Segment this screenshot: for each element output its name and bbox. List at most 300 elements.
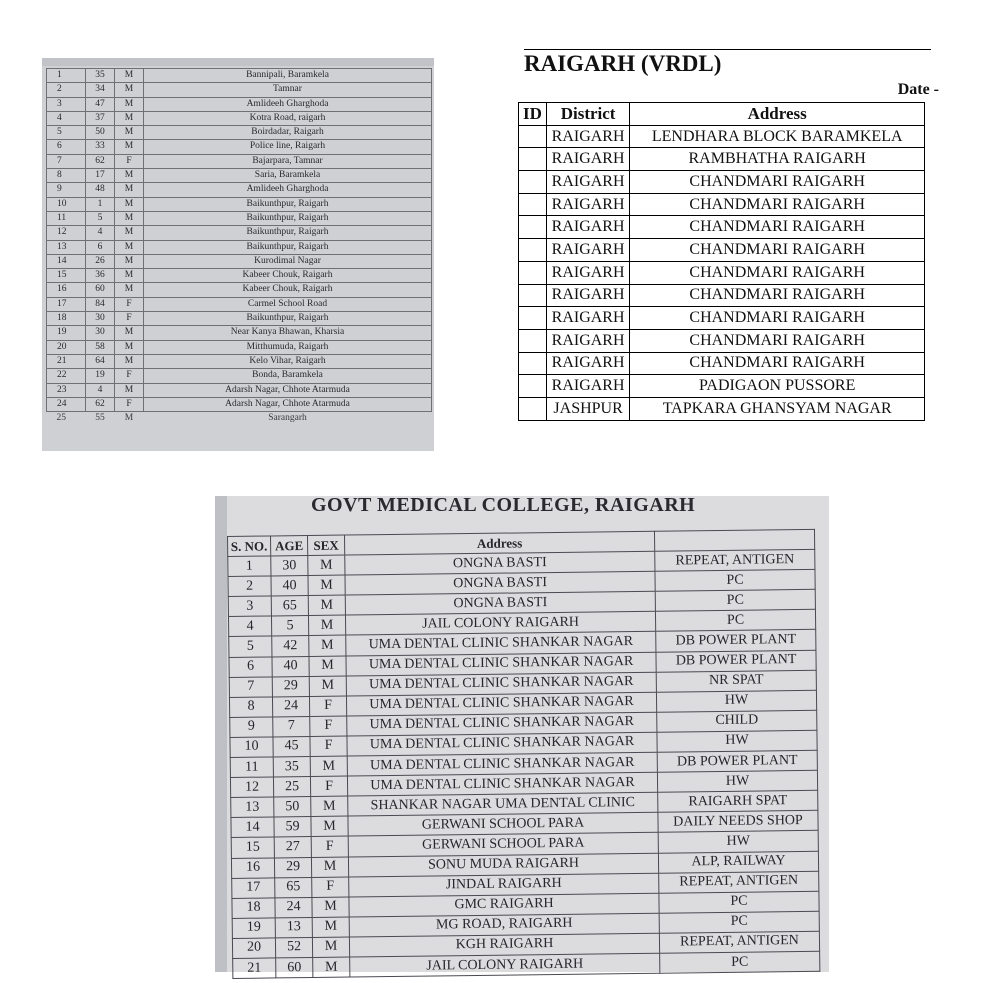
cell-address: Baikunthpur, Raigarh xyxy=(144,211,432,225)
cell-age: 58 xyxy=(86,340,115,354)
cell-address: JINDAL RAIGARH xyxy=(349,873,659,897)
cell-id xyxy=(519,261,547,284)
cell-remark: REPEAT, ANTIGEN xyxy=(655,549,815,571)
cell-sex: M xyxy=(115,97,144,111)
table-row xyxy=(47,69,432,83)
cell-district: RAIGARH xyxy=(546,375,630,398)
cell-age: 34 xyxy=(86,83,115,97)
table-row xyxy=(47,383,432,397)
cell-address: Sarangarh xyxy=(268,413,307,424)
table-row xyxy=(47,312,432,326)
table-row xyxy=(47,83,432,97)
cell-id xyxy=(519,216,547,239)
cell-sno: 7 xyxy=(47,154,86,168)
cell-sno: 19 xyxy=(232,918,275,939)
cell-sex: M xyxy=(115,254,144,268)
table-row xyxy=(519,375,925,398)
gmc-table xyxy=(227,529,820,979)
cell-age: 4 xyxy=(86,226,115,240)
cell-sno: 12 xyxy=(47,226,86,240)
cell-sno: 8 xyxy=(229,697,272,718)
table-row xyxy=(47,111,432,125)
cell-age: 50 xyxy=(86,126,115,140)
vrdl-table xyxy=(518,102,925,421)
cell-address: CHANDMARI RAIGARH xyxy=(630,307,925,330)
vrdl-date-label: Date - xyxy=(897,81,939,98)
header-address: Address xyxy=(630,103,925,126)
cell-address: Baikunthpur, Raigarh xyxy=(144,312,432,326)
table-row xyxy=(47,326,432,340)
cell-sno: 22 xyxy=(47,369,86,383)
cell-age: 52 xyxy=(275,937,312,958)
cell-address: KGH RAIGARH xyxy=(349,933,659,957)
cell-address: Near Kanya Bhawan, Kharsia xyxy=(144,326,432,340)
cell-sex: M xyxy=(308,575,345,596)
cell-sex: M xyxy=(115,354,144,368)
divider xyxy=(524,49,931,50)
cell-age: 26 xyxy=(86,254,115,268)
cell-address: UMA DENTAL CLINIC SHANKAR NAGAR xyxy=(346,632,656,656)
header-address: Address xyxy=(344,531,654,555)
cell-sno: 8 xyxy=(47,169,86,183)
cell-sex: M xyxy=(312,937,349,958)
cell-remark: HW xyxy=(657,730,817,752)
cell-remark: PC xyxy=(655,610,815,632)
cell-sno: 24 xyxy=(47,397,86,411)
patient-list-photo-left xyxy=(42,58,434,451)
cell-address: UMA DENTAL CLINIC SHANKAR NAGAR xyxy=(347,732,657,756)
cell-district: RAIGARH xyxy=(546,125,630,148)
cell-address: CHANDMARI RAIGARH xyxy=(630,216,925,239)
cell-address: CHANDMARI RAIGARH xyxy=(630,239,925,262)
cell-age: 60 xyxy=(86,283,115,297)
cell-address: JAIL COLONY RAIGARH xyxy=(350,953,660,977)
cell-age: 60 xyxy=(276,957,313,978)
cell-age: 30 xyxy=(271,556,308,577)
cell-sex: M xyxy=(312,917,349,938)
cell-sex: F xyxy=(309,696,346,717)
cell-sno: 16 xyxy=(47,283,86,297)
cell-address: UMA DENTAL CLINIC SHANKAR NAGAR xyxy=(347,772,657,796)
cell-age: 5 xyxy=(271,616,308,637)
cell-age: 33 xyxy=(86,140,115,154)
cell-age: 25 xyxy=(273,777,310,798)
cell-sno: 17 xyxy=(232,878,275,899)
cell-sex: M xyxy=(311,796,348,817)
cell-address: Bajarpara, Tamnar xyxy=(144,154,432,168)
cell-address: Adarsh Nagar, Chhote Atarmuda xyxy=(144,383,432,397)
cell-sno: 1 xyxy=(228,556,271,577)
cell-sno: 19 xyxy=(47,326,86,340)
cell-id xyxy=(519,307,547,330)
cell-district: RAIGARH xyxy=(546,329,630,352)
table-row xyxy=(519,352,925,375)
cell-sno: 20 xyxy=(232,938,275,959)
cell-address: UMA DENTAL CLINIC SHANKAR NAGAR xyxy=(347,752,657,776)
cell-age: 35 xyxy=(273,757,310,778)
cell-sex: M xyxy=(115,83,144,97)
cell-address: Carmel School Road xyxy=(144,297,432,311)
cell-sno: 5 xyxy=(229,636,272,657)
cell-age: 19 xyxy=(86,369,115,383)
cell-age: 30 xyxy=(86,326,115,340)
cell-sex: M xyxy=(115,211,144,225)
cell-sno: 15 xyxy=(231,837,274,858)
cell-age: 7 xyxy=(273,716,310,737)
cell-address: ONGNA BASTI xyxy=(345,571,655,595)
cell-sex: M xyxy=(308,595,345,616)
cell-remark: NR SPAT xyxy=(656,670,816,692)
cell-id xyxy=(519,239,547,262)
cell-address: MG ROAD, RAIGARH xyxy=(349,913,659,937)
cell-address: Baikunthpur, Raigarh xyxy=(144,197,432,211)
cell-district: RAIGARH xyxy=(546,193,630,216)
cell-id xyxy=(519,171,547,194)
cell-address: SHANKAR NAGAR UMA DENTAL CLINIC xyxy=(348,792,658,816)
cell-sex: M xyxy=(115,240,144,254)
cell-address: SONU MUDA RAIGARH xyxy=(348,853,658,877)
table-row xyxy=(519,148,925,171)
cell-sex: M xyxy=(115,340,144,354)
cell-remark: REPEAT, ANTIGEN xyxy=(659,871,819,893)
cell-district: RAIGARH xyxy=(546,261,630,284)
cell-age: 1 xyxy=(86,197,115,211)
cell-age: 24 xyxy=(275,897,312,918)
cell-age: 62 xyxy=(86,154,115,168)
cell-remark: REPEAT, ANTIGEN xyxy=(659,931,819,953)
cell-age: 5 xyxy=(86,211,115,225)
cell-age: 27 xyxy=(274,837,311,858)
cell-sex: F xyxy=(311,836,348,857)
cell-address: Kurodimal Nagar xyxy=(144,254,432,268)
cell-sex: F xyxy=(312,877,349,898)
cell-district: JASHPUR xyxy=(546,397,630,420)
cell-address: Adarsh Nagar, Chhote Atarmuda xyxy=(144,397,432,411)
cell-remark: HW xyxy=(657,770,817,792)
cell-id xyxy=(519,352,547,375)
cell-sex: M xyxy=(309,676,346,697)
cell-address: Mitthumuda, Raigarh xyxy=(144,340,432,354)
table-row xyxy=(519,216,925,239)
header-sno: S. NO. xyxy=(228,536,271,557)
table-row xyxy=(47,397,432,411)
cell-age: 29 xyxy=(274,857,311,878)
cell-sex: M xyxy=(115,183,144,197)
cell-remark: PC xyxy=(660,951,820,973)
cell-sex: M xyxy=(311,857,348,878)
cell-sex: M xyxy=(308,555,345,576)
cell-age: 48 xyxy=(86,183,115,197)
cell-sno: 4 xyxy=(228,616,271,637)
cell-age: 64 xyxy=(86,354,115,368)
cell-address: Kabeer Chouk, Raigarh xyxy=(144,269,432,283)
cell-address: Saria, Baramkela xyxy=(144,169,432,183)
cell-sno: 10 xyxy=(230,737,273,758)
cell-district: RAIGARH xyxy=(546,148,630,171)
cell-age: 65 xyxy=(271,596,308,617)
cell-age: 30 xyxy=(86,312,115,326)
cell-address: LENDHARA BLOCK BARAMKELA xyxy=(630,125,925,148)
table-row xyxy=(47,354,432,368)
cell-sex: M xyxy=(115,140,144,154)
cell-sno: 9 xyxy=(47,183,86,197)
cell-age: 13 xyxy=(275,917,312,938)
cell-sno: 13 xyxy=(231,797,274,818)
cell-sno: 17 xyxy=(47,297,86,311)
table-row xyxy=(519,284,925,307)
cell-sex: F xyxy=(310,736,347,757)
cell-remark: HW xyxy=(656,690,816,712)
cell-address: CHANDMARI RAIGARH xyxy=(630,284,925,307)
cell-sno: 7 xyxy=(229,677,272,698)
cell-address: Kelo Vihar, Raigarh xyxy=(144,354,432,368)
cell-age: 62 xyxy=(86,397,115,411)
cell-district: RAIGARH xyxy=(546,239,630,262)
table-row xyxy=(47,140,432,154)
cell-id xyxy=(519,375,547,398)
cell-remark: PC xyxy=(655,570,815,592)
cell-district: RAIGARH xyxy=(546,216,630,239)
cell-address: ONGNA BASTI xyxy=(345,592,655,616)
cell-sno: 23 xyxy=(47,383,86,397)
cell-sno: 21 xyxy=(47,354,86,368)
cell-sno: 3 xyxy=(228,596,271,617)
table-row xyxy=(519,261,925,284)
cell-sex: M xyxy=(310,756,347,777)
cell-remark: DB POWER PLANT xyxy=(656,650,816,672)
cell-id xyxy=(519,125,547,148)
cell-sex: M xyxy=(309,656,346,677)
cell-age: 47 xyxy=(86,97,115,111)
cell-address: UMA DENTAL CLINIC SHANKAR NAGAR xyxy=(346,692,656,716)
table-row xyxy=(47,183,432,197)
table-row xyxy=(47,254,432,268)
cell-address: Amlideeh Gharghoda xyxy=(144,183,432,197)
cell-sno: 21 xyxy=(233,958,276,979)
cell-address: Bonda, Baramkela xyxy=(144,369,432,383)
cell-sno: 1 xyxy=(47,69,86,83)
cell-remark: PC xyxy=(659,891,819,913)
table-row xyxy=(47,340,432,354)
cell-sex: M xyxy=(115,283,144,297)
cell-age: 36 xyxy=(86,269,115,283)
cell-remark: PC xyxy=(655,590,815,612)
cell-remark: DB POWER PLANT xyxy=(656,630,816,652)
patient-table-left xyxy=(46,68,432,425)
cell-remark: PC xyxy=(659,911,819,933)
table-row xyxy=(47,269,432,283)
cell-remark: DAILY NEEDS SHOP xyxy=(658,811,818,833)
table-row xyxy=(47,283,432,297)
header-remark xyxy=(654,529,814,551)
cell-address: JAIL COLONY RAIGARH xyxy=(345,612,655,636)
cell-sex: M xyxy=(115,69,144,83)
cell-sex: M xyxy=(115,226,144,240)
cell-remark: DB POWER PLANT xyxy=(657,750,817,772)
cell-sno: 6 xyxy=(229,657,272,678)
cell-sno: 15 xyxy=(47,269,86,283)
header-id: ID xyxy=(519,103,547,126)
cell-address: Kabeer Chouk, Raigarh xyxy=(144,283,432,297)
cell-address: UMA DENTAL CLINIC SHANKAR NAGAR xyxy=(346,672,656,696)
cell-address: UMA DENTAL CLINIC SHANKAR NAGAR xyxy=(346,652,656,676)
table-row xyxy=(47,369,432,383)
cell-address: GERWANI SCHOOL PARA xyxy=(348,813,658,837)
table-row xyxy=(47,412,432,426)
cell-sex: F xyxy=(115,297,144,311)
cell-id xyxy=(519,329,547,352)
cell-sno: 25 xyxy=(56,413,66,424)
cell-sno: 12 xyxy=(230,777,273,798)
cell-address: TAPKARA GHANSYAM NAGAR xyxy=(630,397,925,420)
cell-sex: M xyxy=(124,413,134,424)
header-age: AGE xyxy=(271,536,308,557)
cell-age: 37 xyxy=(86,111,115,125)
cell-age: 50 xyxy=(274,797,311,818)
cell-sno: 3 xyxy=(47,97,86,111)
table-row xyxy=(47,169,432,183)
cell-sno: 10 xyxy=(47,197,86,211)
cell-remark: HW xyxy=(658,831,818,853)
cell-sex: M xyxy=(115,169,144,183)
table-row xyxy=(519,329,925,352)
cell-remark: ALP, RAILWAY xyxy=(658,851,818,873)
table-row xyxy=(519,171,925,194)
cell-remark: CHILD xyxy=(657,710,817,732)
cell-address: Amlideeh Gharghoda xyxy=(144,97,432,111)
cell-sex: M xyxy=(115,126,144,140)
cell-sno: 5 xyxy=(47,126,86,140)
cell-id xyxy=(519,397,547,420)
cell-sex: F xyxy=(115,154,144,168)
table-row xyxy=(47,240,432,254)
cell-age: 55 xyxy=(95,413,105,424)
cell-address: GERWANI SCHOOL PARA xyxy=(348,833,658,857)
cell-age: 59 xyxy=(274,817,311,838)
cell-sno: 4 xyxy=(47,111,86,125)
cell-sno: 6 xyxy=(47,140,86,154)
cell-age: 84 xyxy=(86,297,115,311)
cell-age: 40 xyxy=(271,576,308,597)
cell-age: 6 xyxy=(86,240,115,254)
cell-sno: 18 xyxy=(47,312,86,326)
cell-district: RAIGARH xyxy=(546,284,630,307)
cell-sex: M xyxy=(313,957,350,978)
cell-address: PADIGAON PUSSORE xyxy=(630,375,925,398)
cell-sno: 18 xyxy=(232,898,275,919)
cell-sex: F xyxy=(310,776,347,797)
cell-sex: M xyxy=(308,615,345,636)
table-row xyxy=(47,226,432,240)
cell-address: GMC RAIGARH xyxy=(349,893,659,917)
cell-age: 35 xyxy=(86,69,115,83)
cell-sex: F xyxy=(115,397,144,411)
cell-sno: 14 xyxy=(231,817,274,838)
cell-district: RAIGARH xyxy=(546,307,630,330)
table-row xyxy=(519,193,925,216)
cell-sex: M xyxy=(115,383,144,397)
gmc-title: GOVT MEDICAL COLLEGE, RAIGARH xyxy=(311,494,696,516)
table-row xyxy=(519,125,925,148)
cell-sno: 9 xyxy=(230,717,273,738)
cell-sex: M xyxy=(311,816,348,837)
cell-age: 4 xyxy=(86,383,115,397)
cell-id xyxy=(519,193,547,216)
cell-sex: M xyxy=(115,197,144,211)
cell-sno: 14 xyxy=(47,254,86,268)
cell-age: 29 xyxy=(272,676,309,697)
table-row xyxy=(519,239,925,262)
photo-edge xyxy=(215,496,227,972)
cell-sno: 2 xyxy=(228,576,271,597)
vrdl-list xyxy=(522,48,939,423)
cell-address: Baikunthpur, Raigarh xyxy=(144,240,432,254)
table-row xyxy=(47,154,432,168)
cell-sex: M xyxy=(115,326,144,340)
cell-district: RAIGARH xyxy=(546,171,630,194)
table-row xyxy=(47,126,432,140)
cell-address: CHANDMARI RAIGARH xyxy=(630,193,925,216)
cell-address: CHANDMARI RAIGARH xyxy=(630,261,925,284)
header-sex: SEX xyxy=(308,535,345,556)
cell-age: 45 xyxy=(273,736,310,757)
table-row xyxy=(47,197,432,211)
cell-sex: M xyxy=(312,897,349,918)
table-row xyxy=(519,397,925,420)
cell-sno: 11 xyxy=(230,757,273,778)
cell-sex: M xyxy=(115,111,144,125)
cell-address: ONGNA BASTI xyxy=(345,551,655,575)
cell-sno: 2 xyxy=(47,83,86,97)
cell-age: 65 xyxy=(275,877,312,898)
cell-address: Bannipali, Baramkela xyxy=(144,69,432,83)
cell-district: RAIGARH xyxy=(546,352,630,375)
cell-age: 40 xyxy=(272,656,309,677)
cell-address: CHANDMARI RAIGARH xyxy=(630,171,925,194)
cell-address: UMA DENTAL CLINIC SHANKAR NAGAR xyxy=(347,712,657,736)
table-row xyxy=(519,307,925,330)
cell-sex: M xyxy=(115,269,144,283)
table-row xyxy=(47,97,432,111)
cell-remark: RAIGARH SPAT xyxy=(658,791,818,813)
cell-address: Police line, Raigarh xyxy=(144,140,432,154)
table-row xyxy=(47,297,432,311)
cell-address: RAMBHATHA RAIGARH xyxy=(630,148,925,171)
cell-sex: F xyxy=(115,369,144,383)
header-district: District xyxy=(546,103,630,126)
cell-sex: F xyxy=(115,312,144,326)
cell-address: Tamnar xyxy=(144,83,432,97)
cell-address: Boirdadar, Raigarh xyxy=(144,126,432,140)
cell-sno: 16 xyxy=(231,857,274,878)
cell-sex: M xyxy=(309,636,346,657)
cell-sno: 20 xyxy=(47,340,86,354)
gmc-list-photo xyxy=(215,494,829,976)
vrdl-title: RAIGARH (VRDL) xyxy=(524,51,722,76)
cell-age: 17 xyxy=(86,169,115,183)
cell-address: Kotra Road, raigarh xyxy=(144,111,432,125)
cell-age: 42 xyxy=(272,636,309,657)
cell-age: 24 xyxy=(272,696,309,717)
cell-id xyxy=(519,284,547,307)
cell-address: Baikunthpur, Raigarh xyxy=(144,226,432,240)
table-row xyxy=(47,211,432,225)
cell-id xyxy=(519,148,547,171)
cell-address: CHANDMARI RAIGARH xyxy=(630,329,925,352)
cell-sno: 11 xyxy=(47,211,86,225)
cell-address: CHANDMARI RAIGARH xyxy=(630,352,925,375)
cell-sno: 13 xyxy=(47,240,86,254)
